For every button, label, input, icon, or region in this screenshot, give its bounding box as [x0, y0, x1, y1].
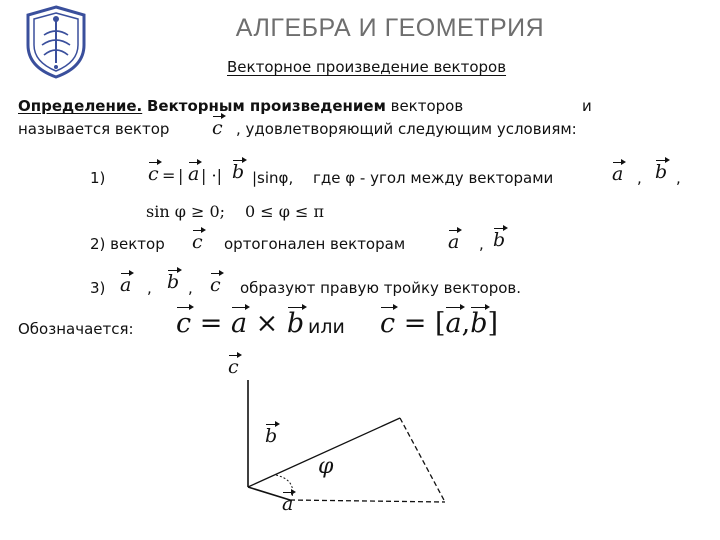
- condition-1-b2: b: [655, 161, 668, 183]
- condition-3-number: 3): [90, 279, 106, 297]
- condition-2-b: b: [493, 229, 506, 251]
- condition-3-a: a: [120, 274, 132, 296]
- condition-2-comma: ,: [479, 235, 484, 253]
- condition-1-a2: a: [612, 163, 624, 185]
- condition-1-bar: |: [178, 166, 184, 185]
- definition-label: Определение.: [18, 97, 143, 115]
- condition-1-ineq2: 0 ≤ φ ≤ π: [245, 202, 325, 221]
- diagram-label-c: c: [228, 356, 239, 378]
- condition-2-a: a: [448, 231, 460, 253]
- notation-formula-2: c = [a,b]: [380, 308, 499, 339]
- parallelogram-right-edge: [400, 418, 445, 502]
- condition-1-c: c: [148, 163, 159, 185]
- notation-label: Обозначается:: [18, 320, 134, 338]
- definition-line1-rest: векторов: [390, 97, 464, 115]
- condition-1-where: где φ - угол между векторами: [313, 169, 554, 187]
- condition-1-comma1: ,: [637, 169, 642, 187]
- vector-c-symbol: c: [212, 117, 223, 139]
- condition-2-text: ортогонален векторам: [224, 235, 406, 253]
- condition-2-c: c: [192, 231, 203, 253]
- condition-3-comma2: ,: [188, 279, 193, 297]
- diagram-label-phi: φ: [318, 454, 334, 479]
- condition-3-c: c: [210, 274, 221, 296]
- condition-1-ineq1: sin φ ≥ 0;: [146, 202, 226, 221]
- condition-1-eq: =: [162, 166, 176, 185]
- definition-line2-start: называется вектор: [18, 120, 170, 138]
- condition-1-sin: |sinφ,: [252, 169, 294, 187]
- diagram-label-b: b: [265, 425, 278, 447]
- condition-1-bars: | ·|: [201, 166, 222, 185]
- condition-1-b: b: [232, 161, 245, 183]
- notation-or: или: [308, 316, 345, 338]
- page-title: АЛГЕБРА И ГЕОМЕТРИЯ: [235, 14, 545, 42]
- condition-3-comma1: ,: [147, 279, 152, 297]
- condition-1-comma2: ,: [676, 169, 681, 187]
- condition-3-b: b: [167, 271, 180, 293]
- definition-and: и: [582, 97, 592, 115]
- condition-1-a: a: [188, 163, 200, 185]
- page-subtitle: Векторное произведение векторов: [227, 58, 507, 76]
- notation-formula-1: c = a × b: [176, 308, 305, 339]
- definition-line2-end: , удовлетворяющий следующим условиям:: [236, 120, 577, 138]
- definition-term: Векторным произведением: [147, 97, 386, 115]
- diagram-label-a: a: [282, 493, 294, 515]
- parallelogram-bottom-edge: [290, 500, 445, 502]
- condition-1-number: 1): [90, 169, 106, 187]
- condition-2-label: 2) вектор: [90, 235, 165, 253]
- condition-3-text: образуют правую тройку векторов.: [240, 279, 522, 297]
